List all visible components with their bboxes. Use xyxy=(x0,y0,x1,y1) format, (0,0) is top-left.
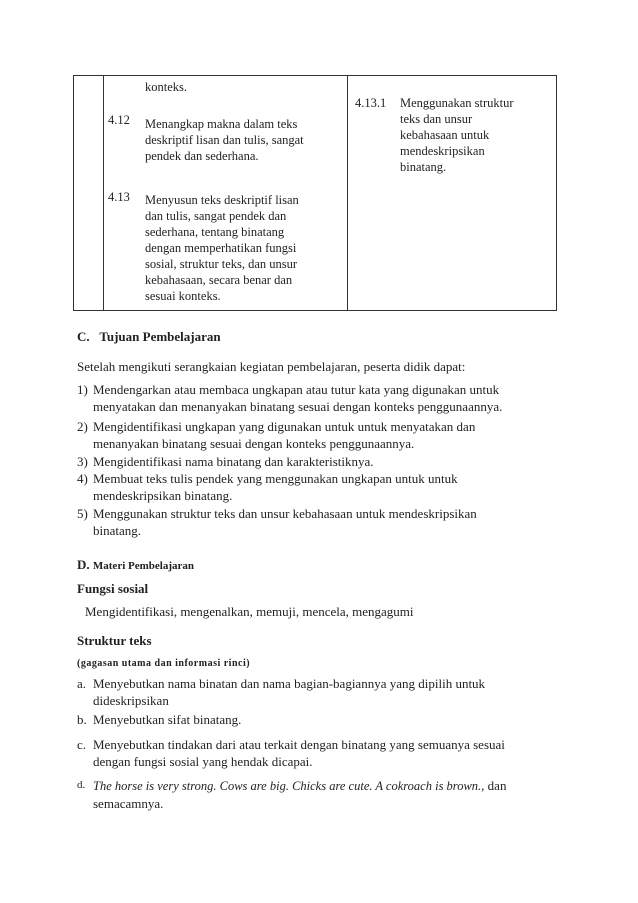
example-suffix: , dan xyxy=(481,778,507,793)
list-marker: 1) xyxy=(77,382,88,397)
list-marker: 3) xyxy=(77,454,88,469)
list-item-body xyxy=(93,470,458,504)
list-marker: a. xyxy=(77,676,87,691)
section-letter: D. xyxy=(77,557,90,572)
text-line: mendeskripsikan binatang. xyxy=(93,488,233,503)
list-marker: 5) xyxy=(77,506,88,521)
table-border-right xyxy=(556,75,557,311)
section-letter: C. xyxy=(77,329,90,344)
text-line: Mengidentifikasi nama binatang dan karakteristiknya. xyxy=(93,454,374,469)
section-title: Materi Pembelajaran xyxy=(92,560,194,572)
fungsi-sosial-text: Mengidentifikasi, mengenalkan, memuji, mencela, mengagumi xyxy=(85,604,414,619)
text-line: Menyebutkan nama binatan dan nama bagian-bagiannya yang dipilih untuk xyxy=(93,676,486,691)
table-border-bottom xyxy=(73,310,557,311)
text-line: Membuat teks tulis pendek yang menggunakan ungkapan untuk untuk xyxy=(93,471,458,486)
list-marker: c. xyxy=(77,737,87,752)
text-line: pendek dan sederhana. xyxy=(145,149,259,163)
text-line: dengan fungsi sosial yang hendak dicapai. xyxy=(93,754,313,769)
list-item-body xyxy=(93,505,477,539)
section-d-heading xyxy=(77,557,194,573)
text-line: sesuai konteks. xyxy=(145,289,221,303)
text-line: menyatakan dan menanyakan binatang sesuai dengan konteks penggunaannya. xyxy=(93,399,503,414)
list-marker: 2) xyxy=(77,419,88,434)
section-title: Tujuan Pembelajaran xyxy=(99,329,221,344)
struktur-teks-heading: Struktur teks xyxy=(77,633,152,648)
text-line: konteks. xyxy=(145,80,188,94)
text-line: sederhana, tentang binatang xyxy=(145,225,285,239)
text-line: Menyusun teks deskriptif lisan xyxy=(145,193,299,207)
text-line: dengan memperhatikan fungsi xyxy=(145,241,297,255)
text-line: binatang. xyxy=(93,523,142,538)
table-divider-2 xyxy=(347,75,348,311)
text-line: dan tulis, sangat pendek dan xyxy=(145,209,287,223)
list-marker: 4) xyxy=(77,471,88,486)
list-item-body xyxy=(93,453,374,470)
list-marker: b. xyxy=(77,712,87,727)
example-sentences: The horse is very strong. Cows are big. Chicks are cute. A cokroach is brown. xyxy=(93,779,482,793)
text-line: Menangkap makna dalam teks xyxy=(145,117,298,131)
text-line: Menyebutkan sifat binatang. xyxy=(93,712,242,727)
table-border-top xyxy=(73,75,557,76)
list-item-body xyxy=(93,711,241,728)
text-line: binatang. xyxy=(400,160,447,174)
list-item-body xyxy=(93,418,475,452)
table-cell-text xyxy=(400,95,514,175)
text-line: Mendengarkan atau membaca ungkapan atau tutur kata yang digunakan untuk xyxy=(93,382,500,397)
text-line xyxy=(93,777,506,795)
indicator-number: 4.13.1 xyxy=(355,96,387,110)
competency-number: 4.12 xyxy=(108,113,130,127)
text-line: mendeskripsikan xyxy=(400,144,485,158)
text-line: kebahasaan, secara benar dan xyxy=(145,273,293,287)
text-line: Menyebutkan tindakan dari atau terkait dengan binatang yang semuanya sesuai xyxy=(93,737,505,752)
section-c-intro: Setelah mengikuti serangkaian kegiatan pembelajaran, peserta didik dapat: xyxy=(77,359,466,374)
table-cell-text xyxy=(145,192,299,304)
text-line: teks dan unsur xyxy=(400,112,473,126)
list-item-body xyxy=(93,675,485,709)
section-c-heading xyxy=(77,329,221,345)
competency-number: 4.13 xyxy=(108,190,130,204)
text-line: menanyakan binatang sesuai dengan konteks penggunaannya. xyxy=(93,436,415,451)
list-item-body xyxy=(93,777,506,812)
text-line: kebahasaan untuk xyxy=(400,128,490,142)
table-border-left xyxy=(73,75,74,311)
table-divider-1 xyxy=(103,75,104,311)
text-line: deskriptif lisan dan tulis, sangat xyxy=(145,133,304,147)
struktur-teks-subheading: (gagasan utama dan informasi rinci) xyxy=(77,658,251,669)
list-item-body xyxy=(93,736,505,770)
table-cell-text xyxy=(145,79,187,95)
text-line: semacamnya. xyxy=(93,796,164,811)
text-line: dideskripsikan xyxy=(93,693,169,708)
fungsi-sosial-heading: Fungsi sosial xyxy=(77,581,149,596)
list-item-body xyxy=(93,381,502,415)
text-line: Menggunakan struktur xyxy=(400,96,514,110)
table-cell-text xyxy=(145,116,304,164)
list-marker: d. xyxy=(77,779,86,791)
text-line: sosial, struktur teks, dan unsur xyxy=(145,257,298,271)
text-line: Menggunakan struktur teks dan unsur kebahasaan untuk mendeskripsikan xyxy=(93,506,477,521)
text-line: Mengidentifikasi ungkapan yang digunakan untuk untuk menyatakan dan xyxy=(93,419,476,434)
